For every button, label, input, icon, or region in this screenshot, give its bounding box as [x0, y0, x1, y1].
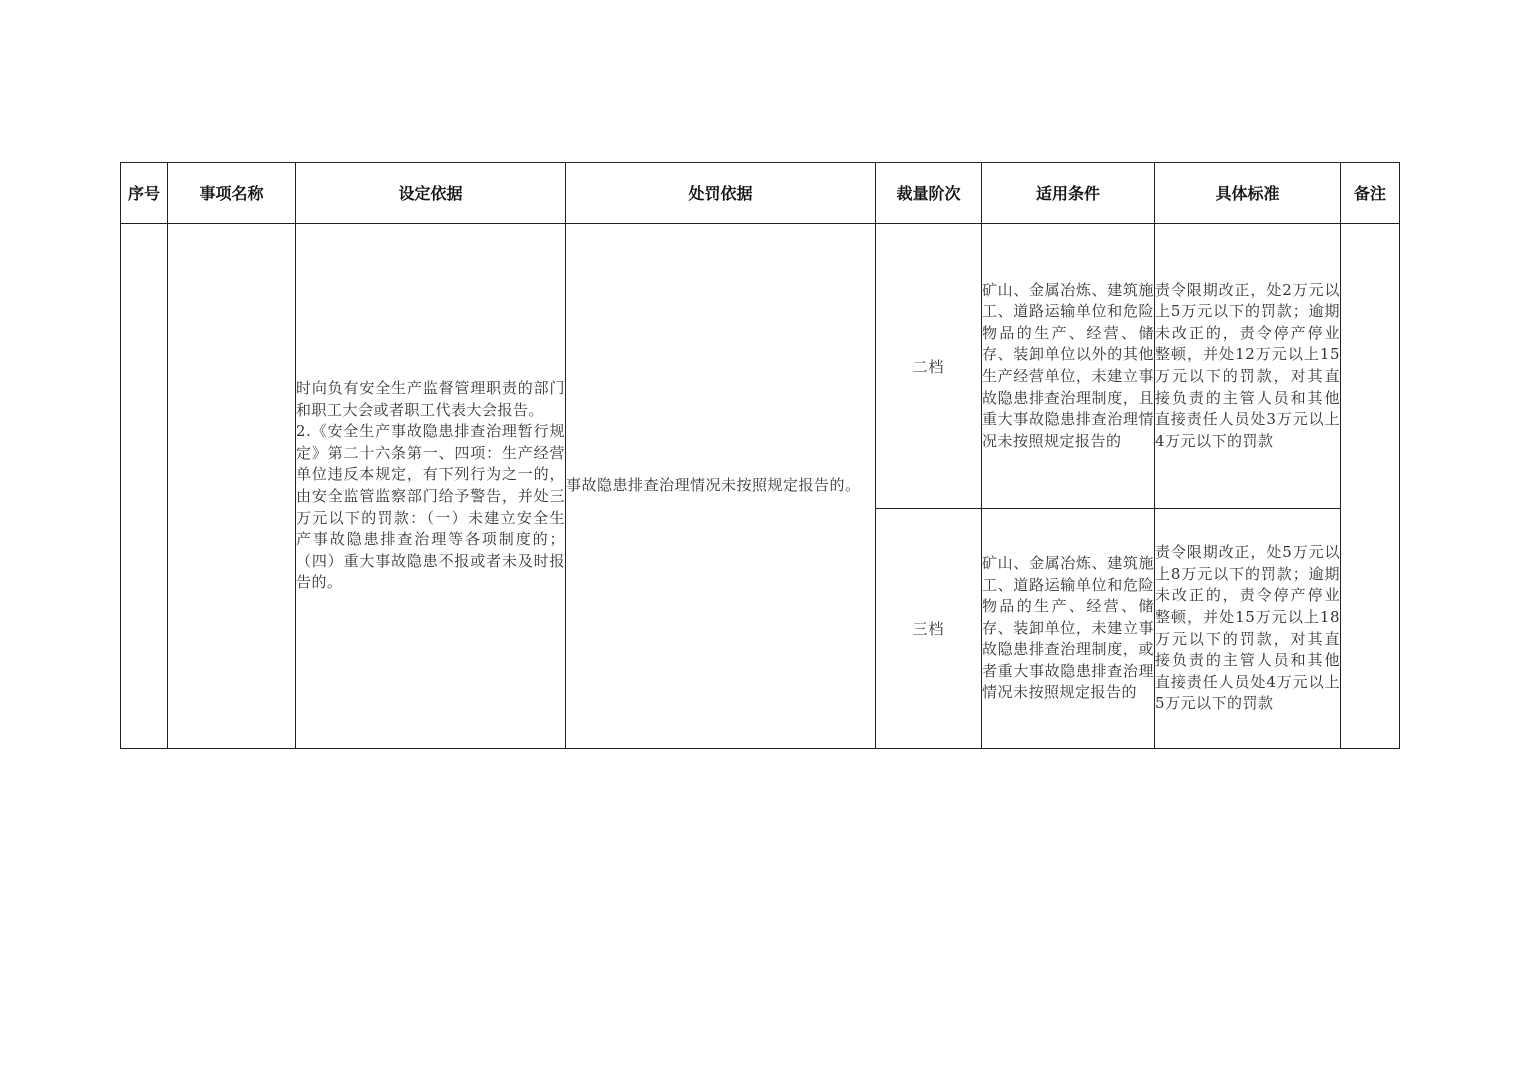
basis-text: 时向负有安全生产监督管理职责的部门和职工大会或者职工代表大会报告。 2.《安全生产事故隐患排查治理暂行规定》第二十六条第一、四项：生产经营单位违反本规定，有下列行为之一的，由安全监管监察部门给予警告，并处三万元以下的罚款：（一）未建立安全生产事故隐患排查治理等各项制度的；（四）重大事故隐患不报或者未及时报告的。 [296, 379, 565, 592]
header-standard: 具体标准 [1155, 163, 1341, 224]
header-basis: 设定依据 [296, 163, 566, 224]
header-remark: 备注 [1341, 163, 1400, 224]
cell-seq [121, 224, 168, 749]
cell-remark [1341, 224, 1400, 749]
cell-level-2: 二档 [876, 224, 982, 509]
penalty-basis-text: 事故隐患排查治理情况未按照规定报告的。 [566, 476, 861, 495]
header-item-name: 事项名称 [168, 163, 296, 224]
cell-basis [296, 224, 566, 749]
cell-condition-3: 矿山、金属冶炼、建筑施工、道路运输单位和危险物品的生产、经营、储存、装卸单位，未建立事故隐患排查治理制度，或者重大事故隐患排查治理情况未按照规定报告的 [982, 509, 1155, 749]
cell-standard-2: 责令限期改正，处2万元以上5万元以下的罚款；逾期未改正的，责令停产停业整顿，并处12万元以上15万元以下的罚款，对其直接负责的主管人员和其他直接责任人员处3万元以上4万元以下的罚款 [1155, 224, 1341, 509]
header-seq: 序号 [121, 163, 168, 224]
cell-condition-2: 矿山、金属冶炼、建筑施工、道路运输单位和危险物品的生产、经营、储存、装卸单位以外的其他生产经营单位，未建立事故隐患排查治理制度，且重大事故隐患排查治理情况未按照规定报告的 [982, 224, 1155, 509]
cell-standard-3: 责令限期改正，处5万元以上8万元以下的罚款；逾期未改正的，责令停产停业整顿，并处15万元以上18万元以下的罚款，对其直接负责的主管人员和其他直接责任人员处4万元以上5万元以下的罚款 [1155, 509, 1341, 749]
header-level: 裁量阶次 [876, 163, 982, 224]
cell-level-3: 三档 [876, 509, 982, 749]
header-penalty-basis: 处罚依据 [566, 163, 876, 224]
header-condition: 适用条件 [982, 163, 1155, 224]
table-row [121, 224, 1400, 509]
cell-item-name [168, 224, 296, 749]
table-header-row [121, 163, 1400, 224]
penalty-discretion-table [120, 162, 1400, 749]
cell-penalty-basis [566, 224, 876, 749]
